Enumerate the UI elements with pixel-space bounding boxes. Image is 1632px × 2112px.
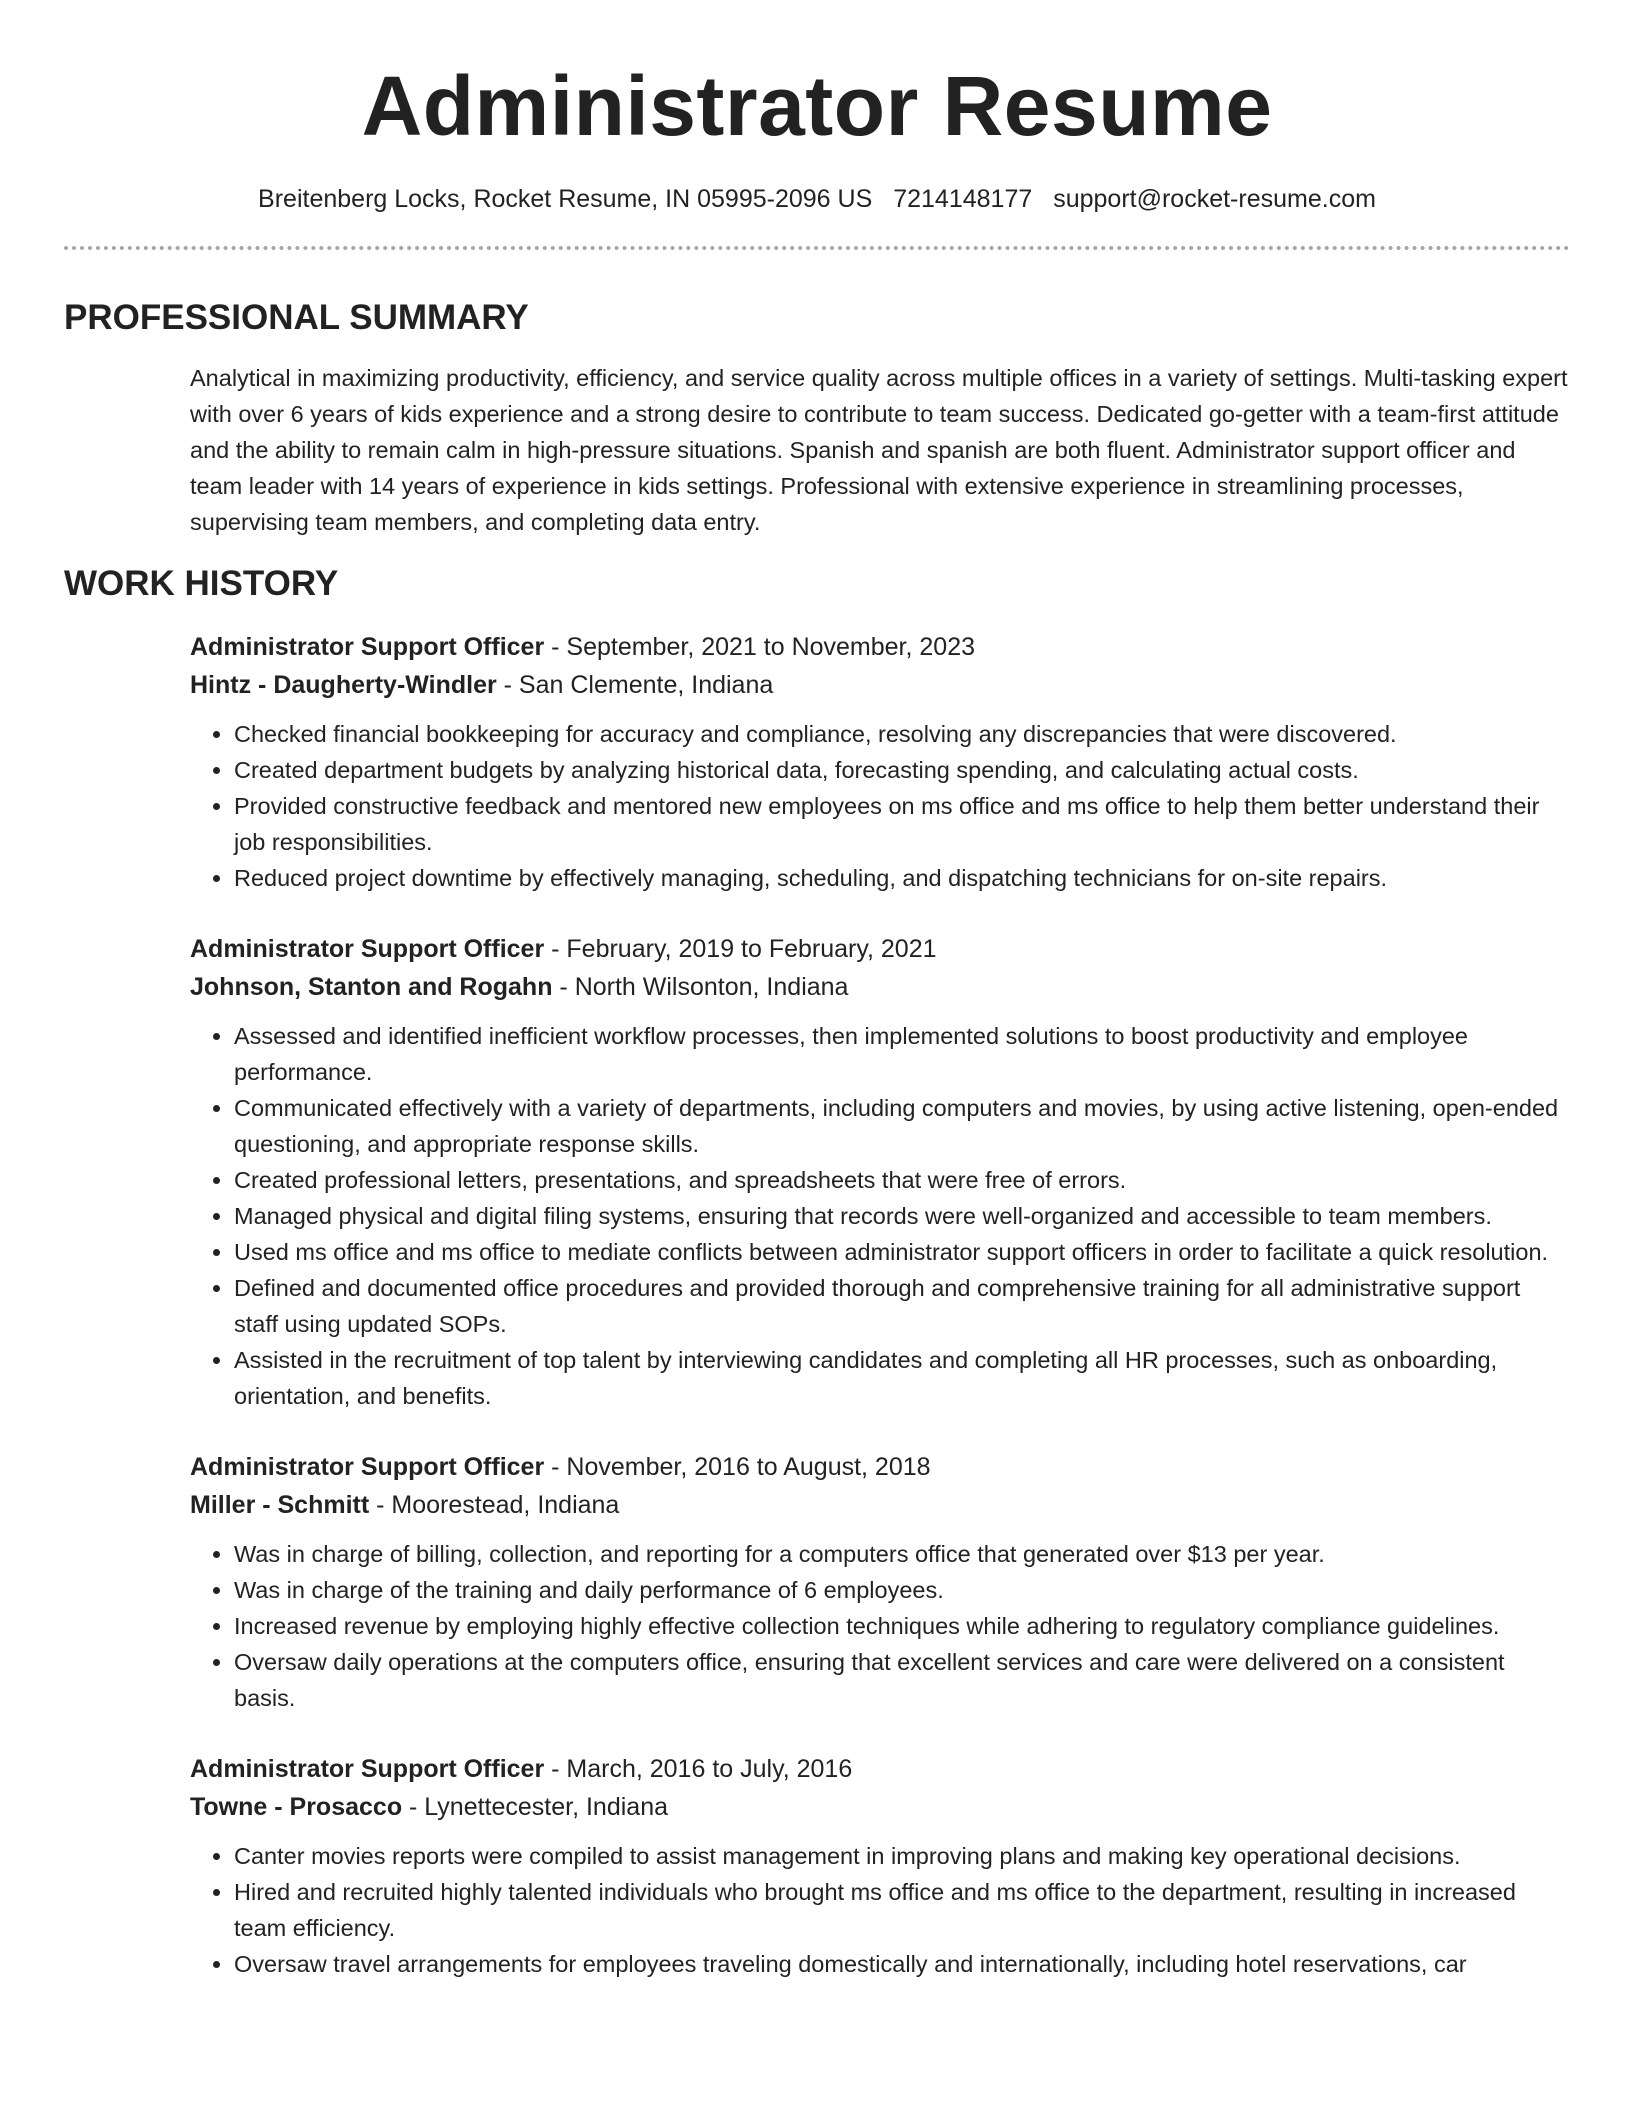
header-divider — [64, 246, 1570, 250]
job-bullet: • Was in charge of the training and daily performance of 6 employees. — [234, 1572, 1570, 1608]
job-title: Administrator Support Officer — [190, 935, 545, 963]
job-bullet: • Canter movies reports were compiled to assist management in improving plans and making key operational decisions. — [234, 1838, 1570, 1874]
summary-text: Analytical in maximizing productivity, efficiency, and service quality across multiple offices in a variety of settings. Multi-tasking expert with over 6 years of kids experience and a strong desire to contribute to team success. Dedicated go-getter with a team-first attitude and the ability to remain calm in high-pressure situations. Spanish and spanish are both fluent. Administrator support officer and team leader with 14 years of experience in kids settings. Professional with extensive experience in streamlining processes, supervising team members, and completing data entry. — [190, 365, 1568, 535]
job-entry — [190, 628, 1570, 896]
job-title-line — [190, 1750, 1570, 1788]
job-title: Administrator Support Officer — [190, 633, 545, 661]
job-location: - North Wilsonton, Indiana — [552, 973, 849, 1001]
job-bullet: • Reduced project downtime by effectively managing, scheduling, and dispatching technicians for on-site repairs. — [234, 860, 1570, 896]
job-title-line — [190, 1448, 1570, 1486]
job-bullets — [190, 1838, 1570, 1982]
job-bullet: • Used ms office and ms office to mediate conflicts between administrator support officers in order to facilitate a quick resolution. — [234, 1234, 1570, 1270]
job-company: Johnson, Stanton and Rogahn — [190, 973, 553, 1001]
resume-title: Administrator Resume — [361, 59, 1273, 153]
job-bullet: • Checked financial bookkeeping for accuracy and compliance, resolving any discrepancies that were discovered. — [234, 716, 1570, 752]
job-bullet: • Oversaw travel arrangements for employees traveling domestically and internationally, including hotel reservations, car — [234, 1946, 1570, 1982]
job-entry — [190, 1448, 1570, 1716]
contact-address: Breitenberg Locks, Rocket Resume, IN 05995-2096 US — [258, 185, 873, 213]
job-company: Towne - Prosacco — [190, 1793, 403, 1821]
job-bullets — [190, 716, 1570, 896]
job-bullet: • Provided constructive feedback and mentored new employees on ms office and ms office to help them better understand their job responsibilities. — [234, 788, 1570, 860]
job-company: Hintz - Daugherty-Windler — [190, 671, 497, 699]
job-title: Administrator Support Officer — [190, 1453, 545, 1481]
job-dates: - March, 2016 to July, 2016 — [544, 1755, 853, 1783]
job-company-line — [190, 1788, 1570, 1826]
job-location: - Moorestead, Indiana — [369, 1491, 620, 1519]
contact-line — [64, 182, 1570, 216]
job-company-line — [190, 1486, 1570, 1524]
job-bullet: • Managed physical and digital filing systems, ensuring that records were well-organized and accessible to team members. — [234, 1198, 1570, 1234]
job-bullet: • Assisted in the recruitment of top talent by interviewing candidates and completing all HR processes, such as onboarding, orientation, and benefits. — [234, 1342, 1570, 1414]
job-entry — [190, 930, 1570, 1414]
job-dates: - September, 2021 to November, 2023 — [544, 633, 976, 661]
job-title-line — [190, 628, 1570, 666]
job-bullet: • Communicated effectively with a variety of departments, including computers and movies, by using active listening, open-ended questioning, and appropriate response skills. — [234, 1090, 1570, 1162]
work-history-heading: WORK HISTORY — [64, 564, 339, 603]
job-dates: - November, 2016 to August, 2018 — [544, 1453, 931, 1481]
job-bullet: • Created professional letters, presentations, and spreadsheets that were free of errors. — [234, 1162, 1570, 1198]
job-title-line — [190, 930, 1570, 968]
job-company: Miller - Schmitt — [190, 1491, 370, 1519]
job-bullet: • Hired and recruited highly talented individuals who brought ms office and ms office to the department, resulting in increased team efficiency. — [234, 1874, 1570, 1946]
job-bullet: • Oversaw daily operations at the computers office, ensuring that excellent services and care were delivered on a consistent basis. — [234, 1644, 1570, 1716]
job-bullet: • Created department budgets by analyzing historical data, forecasting spending, and calculating actual costs. — [234, 752, 1570, 788]
job-bullets — [190, 1018, 1570, 1414]
job-title: Administrator Support Officer — [190, 1755, 545, 1783]
contact-phone: 7214148177 — [893, 185, 1033, 213]
job-bullet: • Defined and documented office procedures and provided thorough and comprehensive training for all administrative support staff using updated SOPs. — [234, 1270, 1570, 1342]
job-bullets — [190, 1536, 1570, 1716]
job-company-line — [190, 968, 1570, 1006]
job-bullet: • Assessed and identified inefficient workflow processes, then implemented solutions to boost productivity and employee performance. — [234, 1018, 1570, 1090]
job-location: - San Clemente, Indiana — [496, 671, 774, 699]
summary-heading: PROFESSIONAL SUMMARY — [64, 298, 529, 337]
job-dates: - February, 2019 to February, 2021 — [544, 935, 937, 963]
job-bullet: • Increased revenue by employing highly effective collection techniques while adhering to regulatory compliance guidelines. — [234, 1608, 1570, 1644]
job-company-line — [190, 666, 1570, 704]
job-location: - Lynettecester, Indiana — [402, 1793, 668, 1821]
resume-page — [64, 0, 1570, 1982]
contact-email: support@rocket-resume.com — [1053, 185, 1376, 213]
job-entry — [190, 1750, 1570, 1982]
job-bullet: • Was in charge of billing, collection, and reporting for a computers office that generated over $13 per year. — [234, 1536, 1570, 1572]
